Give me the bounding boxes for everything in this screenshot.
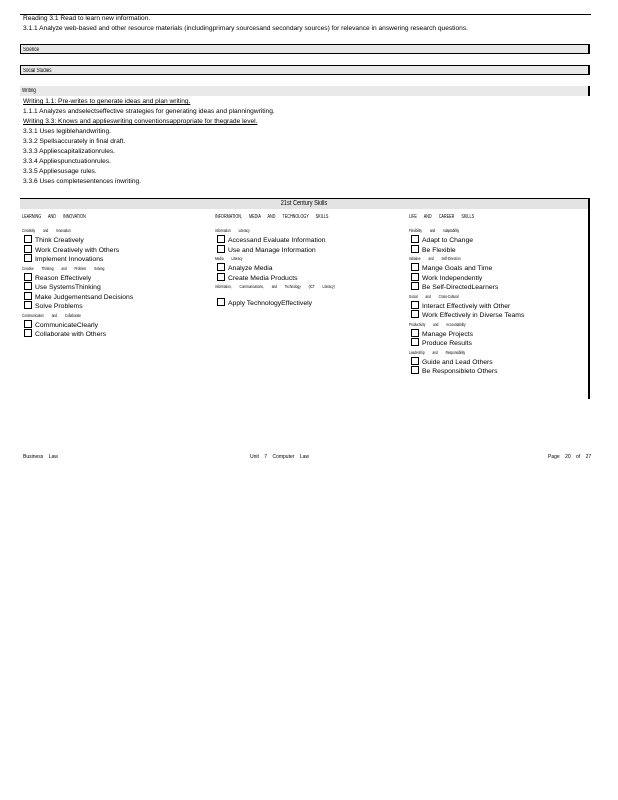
writing-standard-item: 1.1.1 Analyzes andselectseffective strategies for generating ideas and planningwriting. <box>23 108 275 115</box>
writing-standard-item: 3.3.1 Uses legiblehandwriting. <box>23 128 111 135</box>
skill-checkbox-item[interactable] <box>217 273 298 283</box>
skill-checkbox-item[interactable] <box>411 357 493 367</box>
checkbox[interactable] <box>411 235 419 243</box>
skills-header <box>20 198 590 209</box>
skill-checkbox-item[interactable] <box>411 310 524 320</box>
checkbox[interactable] <box>217 235 225 243</box>
writing-standard-heading: Writing 3.3: Knows and applieswriting conventionsappropriate for thegrade level. <box>23 118 258 125</box>
col1-header: LEARNING AND INNOVATION <box>22 214 86 220</box>
skill-label: Work Creatively with Others <box>35 246 120 254</box>
skills-title: 21st Century Skills <box>280 200 328 207</box>
checkbox[interactable] <box>24 245 32 253</box>
skill-label: Guide and Lead Others <box>422 358 493 366</box>
checkbox[interactable] <box>411 273 419 281</box>
skill-label: Analyze Media <box>228 265 273 272</box>
checkbox[interactable] <box>411 301 419 309</box>
checkbox[interactable] <box>411 357 419 365</box>
checkbox[interactable] <box>411 282 419 290</box>
skill-checkbox-item[interactable] <box>411 301 510 311</box>
writing-bar <box>20 86 590 96</box>
checkbox[interactable] <box>24 235 32 243</box>
reading-heading: Reading 3.1 Read to learn new information. <box>23 15 151 22</box>
skill-label: Apply TechnologyEffectively <box>228 300 313 307</box>
skill-label: Collaborate with Others <box>35 331 107 338</box>
skill-checkbox-item[interactable] <box>24 329 106 339</box>
skill-group-label: Productivity and Accountability <box>409 321 466 327</box>
checkbox[interactable] <box>24 320 32 328</box>
checkbox[interactable] <box>411 263 419 271</box>
checkbox[interactable] <box>24 292 32 300</box>
skill-checkbox-item[interactable] <box>24 245 119 255</box>
skill-checkbox-item[interactable] <box>24 320 98 330</box>
skill-label: Implement Innovations <box>35 256 104 263</box>
skill-label: CommunicateClearly <box>35 321 99 329</box>
checkbox[interactable] <box>217 263 225 271</box>
skill-checkbox-item[interactable] <box>411 273 482 283</box>
writing-standard-item: 3.3.4 Appliespunctuationrules. <box>23 158 111 165</box>
checkbox[interactable] <box>411 366 419 374</box>
skill-label: Be Responsibleto Others <box>422 368 498 375</box>
skill-group-label: Information Literacy <box>215 228 250 233</box>
skill-group-label: Creative Thinking and Problem Solving <box>22 265 105 271</box>
checkbox[interactable] <box>24 301 32 309</box>
science-bar <box>20 44 590 54</box>
skill-label: Use and Manage Information <box>228 246 316 254</box>
skill-checkbox-item[interactable] <box>24 292 133 302</box>
footer-left: Business Law <box>23 454 58 460</box>
footer-right: Page 20 of 27 <box>548 454 592 460</box>
writing-label: Writing <box>22 88 36 94</box>
skill-label: Work Effectively in Diverse Teams <box>422 312 525 319</box>
checkbox[interactable] <box>411 310 419 318</box>
skill-label: Mange Goals and Time <box>422 265 493 272</box>
checkbox[interactable] <box>217 273 225 281</box>
checkbox[interactable] <box>24 273 32 281</box>
skill-checkbox-item[interactable] <box>411 235 473 245</box>
skill-group-label: Media Literacy <box>215 256 243 261</box>
skill-checkbox-item[interactable] <box>217 298 312 308</box>
skill-checkbox-item[interactable] <box>411 329 473 339</box>
reading-item: 3.1.1 Analyze web-based and other resource materials (includingprimary sourcesand secondary sources) for relevance in answering research questions. <box>23 25 468 32</box>
writing-standard-item: 3.3.3 Appliescapitalizationrules. <box>23 148 116 155</box>
skill-checkbox-item[interactable] <box>217 263 273 273</box>
skill-checkbox-item[interactable] <box>24 235 84 245</box>
skill-group-label: Creativity and Innovation <box>22 228 71 233</box>
social-studies-label: Social Studies <box>23 68 52 74</box>
col2-header: INFORMATION, MEDIA AND TECHNOLOGY SKILLS <box>215 214 329 220</box>
skill-label: Accessand Evaluate Information <box>228 237 326 244</box>
skill-label: Make Judgementsand Decisions <box>35 293 134 301</box>
skill-label: Solve Problems <box>35 303 83 310</box>
skill-label: Create Media Products <box>228 274 298 282</box>
skill-checkbox-item[interactable] <box>24 301 83 311</box>
skill-checkbox-item[interactable] <box>24 254 103 264</box>
writing-standard-item: 3.3.2 Spellsaccurately in final draft. <box>23 138 126 145</box>
skill-label: Use SystemsThinking <box>35 284 101 291</box>
skill-label: Think Creatively <box>35 237 84 244</box>
skill-label: Interact Effectively with Other <box>422 302 511 310</box>
checkbox[interactable] <box>411 245 419 253</box>
writing-standard-item: 3.3.5 Appliesusage rules. <box>23 168 97 175</box>
science-label: Science <box>23 47 40 53</box>
writing-standard-item: 3.3.6 Uses completesentences inwriting. <box>23 178 142 185</box>
skill-group-label: Information, Communications, and Technology (ICT Literacy) <box>215 284 335 289</box>
col3-header: LIFE AND CAREER SKILLS <box>409 214 475 220</box>
checkbox[interactable] <box>217 245 225 253</box>
skill-label: Reason Effectively <box>35 274 92 282</box>
skill-checkbox-item[interactable] <box>411 263 492 273</box>
checkbox[interactable] <box>24 282 32 290</box>
skill-group-label: Leadership and Responsibility <box>409 349 466 355</box>
checkbox[interactable] <box>411 338 419 346</box>
skill-checkbox-item[interactable] <box>411 338 472 348</box>
skills-right-rule <box>588 209 590 399</box>
skill-label: Produce Results <box>422 340 472 347</box>
skill-label: Adapt to Change <box>422 237 474 244</box>
social-studies-bar <box>20 65 590 75</box>
skill-checkbox-item[interactable] <box>217 235 325 245</box>
skill-checkbox-item[interactable] <box>411 282 498 292</box>
skill-group-label: Communication and Collaborate <box>22 312 82 318</box>
skill-checkbox-item[interactable] <box>24 273 91 283</box>
skill-group-label: Initiative and Self-Direction <box>409 256 461 261</box>
skill-checkbox-item[interactable] <box>24 282 101 292</box>
skill-label: Work Independently <box>422 274 483 282</box>
skill-label: Be Self-DirectedLearners <box>422 284 499 291</box>
skill-checkbox-item[interactable] <box>411 366 498 376</box>
footer-center: Unit 7 Computer Law <box>250 454 309 460</box>
skill-checkbox-item[interactable] <box>217 245 316 255</box>
skill-group-label: Social and Cross-Cultural <box>409 293 459 299</box>
checkbox[interactable] <box>24 329 32 337</box>
checkbox[interactable] <box>217 298 225 306</box>
skill-label: Manage Projects <box>422 330 474 338</box>
checkbox[interactable] <box>411 329 419 337</box>
skill-group-label: Flexibility and Adaptability <box>409 228 460 233</box>
skill-checkbox-item[interactable] <box>411 245 456 255</box>
checkbox[interactable] <box>24 254 32 262</box>
writing-standard-heading: Writing 1.1: Pre-writes to generate ideas and plan writing. <box>23 98 191 105</box>
skill-label: Be Flexible <box>422 246 456 254</box>
